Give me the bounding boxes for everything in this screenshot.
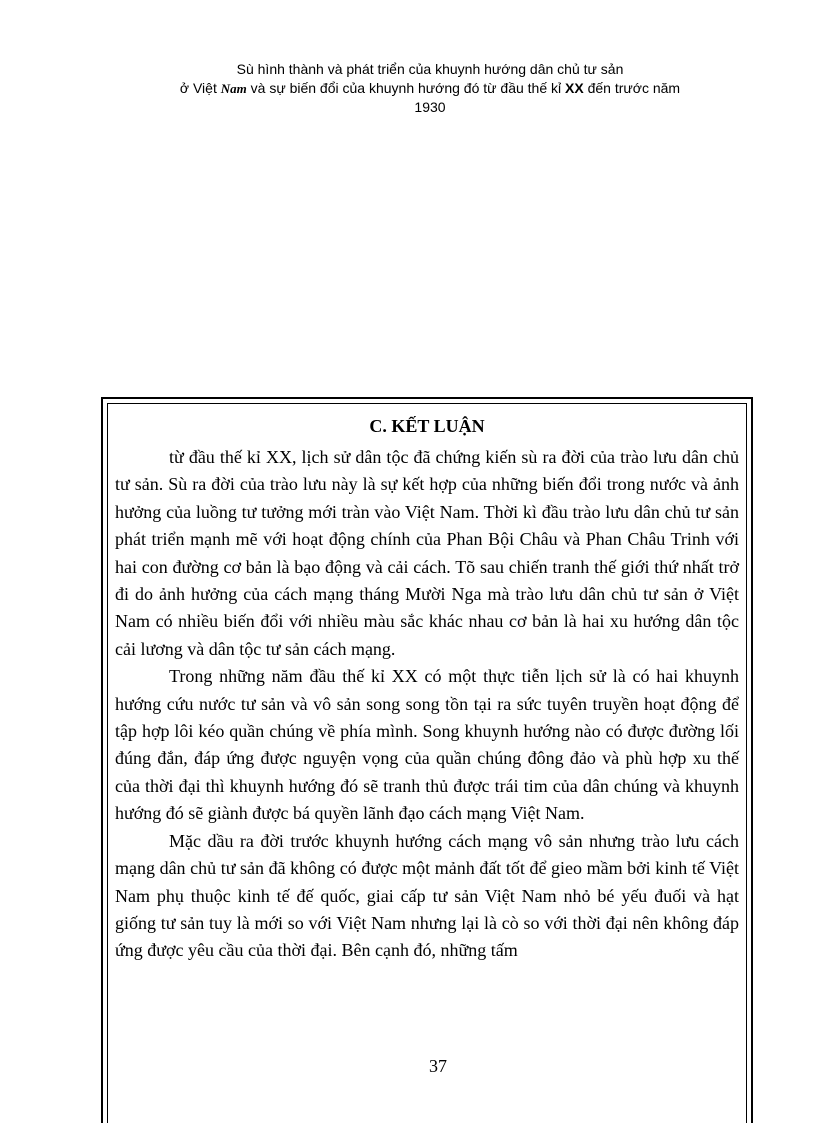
header-line-1: Sù hình thành và phát triển của khuynh hướng dân chủ tư sản bbox=[236, 61, 624, 77]
handwritten-word: Nam bbox=[220, 81, 247, 96]
header-line-2-middle: và sự biến đổi của khuynh hướng đó từ đầu thế kỉ bbox=[246, 80, 566, 96]
section-title: C. KẾT LUẬN bbox=[369, 416, 485, 436]
conclusion-section bbox=[115, 413, 739, 965]
header-line-2 bbox=[120, 79, 740, 98]
running-header bbox=[120, 60, 740, 117]
paragraph-1: từ đầu thế kỉ XX, lịch sử dân tộc đã chứng kiến sù ra đời của trào lưu dân chủ tư sản. Sù ra đời của trào lưu này là sự kết hợp của những biến đổi trong nước và ảnh hưởng của luồng tư tưởng mới tràn vào Việt Nam. Thời kì đầu trào lưu dân chủ tư sản phát triển mạnh mẽ với hoạt động chính của Phan Bội Châu và Phan Châu Trinh với hai con đường cơ bản là bạo động và cải cách. Tõ sau chiến tranh thế giới thứ nhất trở đi do ảnh hưởng của cách mạng tháng Mười Nga mà trào lưu dân chủ tư sản ở Việt Nam có nhiều biến đổi với nhiều màu sắc khác nhau cơ bản là hai xu hướng dân tộc cải lương và dân tộc tư sản cách mạng. bbox=[115, 447, 739, 659]
header-line-3: 1930 bbox=[414, 99, 446, 115]
paragraph-2: Trong những năm đầu thế kỉ XX có một thực tiễn lịch sử là có hai khuynh hướng cứu nước tư sản và vô sản song song tồn tại ra sức tuyên truyền hoạt động để tập hợp lôi kéo quần chúng về phía mình. Song khuynh hướng nào có được đường lối đúng đắn, đáp ứng được nguyện vọng của quần chúng đông đảo và phù hợp xu thế của thời đại thì khuynh hướng đó sẽ tranh thủ được trái tim của dân chúng và khuynh hướng đó sẽ giành được bá quyền lãnh đạo cách mạng Việt Nam. bbox=[115, 666, 739, 824]
header-line-2-end: đến trước năm bbox=[583, 80, 681, 96]
page-number: 37 bbox=[429, 1056, 447, 1076]
header-line-2-start: ở Việt bbox=[179, 80, 221, 96]
header-century: XX bbox=[565, 80, 584, 96]
paragraph-3: Mặc dầu ra đời trước khuynh hướng cách mạng vô sản nhưng trào lưu cách mạng dân chủ tư sản đã không có được một mảnh đất tốt để gieo mầm bởi kinh tế Việt Nam phụ thuộc kinh tế đế quốc, giai cấp tư sản Việt Nam nhỏ bé yếu đuối và hạt giống tư sản tuy là mới so với Việt Nam nhưng lại là cò so với thời đại nên không đáp ứng được yêu cầu của thời đại. Bên cạnh đó, những tấm bbox=[115, 830, 739, 961]
